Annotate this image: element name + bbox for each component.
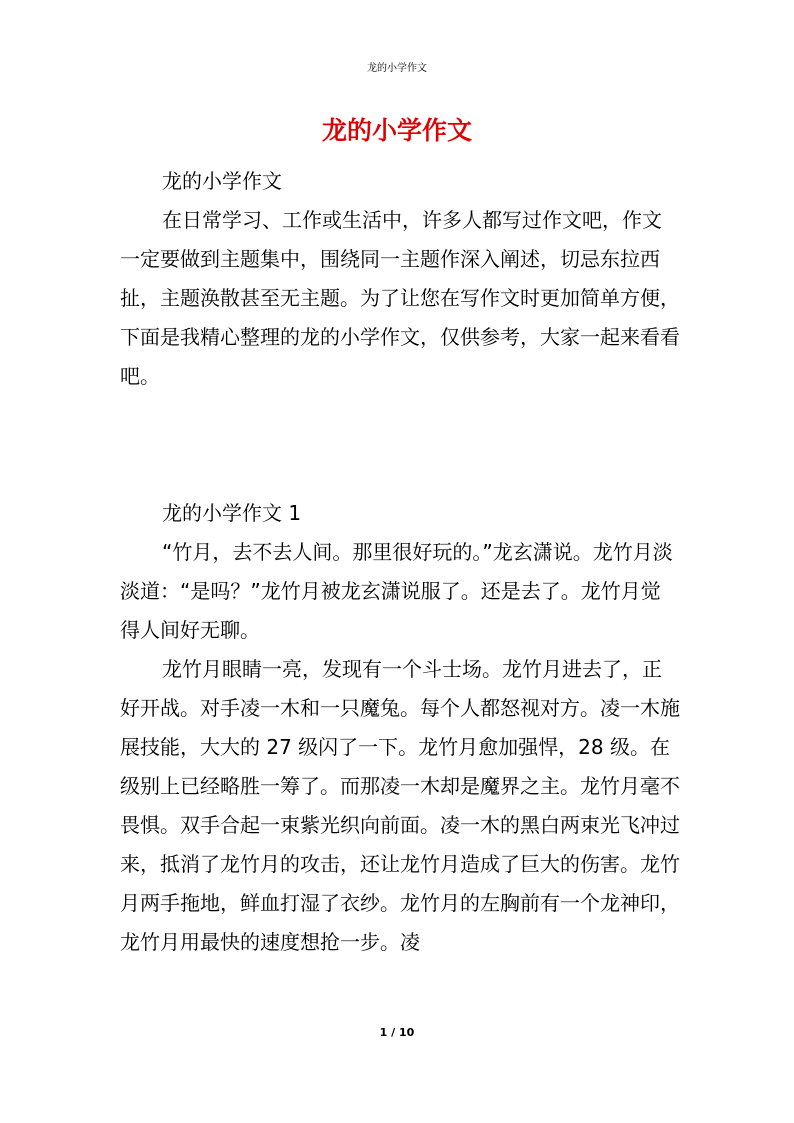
header-divider xyxy=(120,80,674,81)
running-header: 龙的小学作文 xyxy=(367,63,427,74)
document-title: 龙的小学作文 xyxy=(321,116,472,145)
essay-paragraph: “竹月，去不去人间。那里很好玩的。”龙玄潇说。龙竹月淡淡道：“是吗？”龙竹月被龙玄潇说服了。还是去了。龙竹月觉得人间好无聊。 xyxy=(120,540,673,642)
essay-heading: 龙的小学作文 1 xyxy=(162,501,302,525)
intro-paragraph: 在日常学习、工作或生活中，许多人都写过作文吧，作文一定要做到主题集中，围绕同一主题作深入阐述，切忌东拉西扯，主题涣散甚至无主题。为了让您在写作文时更加简单方便，下面是我精心整理的龙的小学作文，仅供参考，大家一起来看看吧。 xyxy=(120,208,680,388)
page-number: 1 / 10 xyxy=(379,1026,415,1039)
intro-heading: 龙的小学作文 xyxy=(162,169,282,193)
essay-section xyxy=(120,494,680,962)
intro-section xyxy=(120,162,680,396)
essay-paragraph: 龙竹月眼睛一亮，发现有一个斗士场。龙竹月进去了，正好开战。对手凌一木和一只魔兔。每个人都怒视对方。凌一木施展技能，大大的 27 级闪了一下。龙竹月愈加强悍，28 级。在级别上已经略胜一筹了。而那凌一木却是魔界之主。龙竹月毫不畏惧。双手合起一束紫光织向前面。凌一木的黑白两束光飞冲过来，抵消了龙竹月的攻击，还让龙竹月造成了巨大的伤害。龙竹月两手拖地，鲜血打湿了衣纱。龙竹月的左胸前有一个龙神印，龙竹月用最快的速度想抢一步。凌 xyxy=(120,657,680,954)
